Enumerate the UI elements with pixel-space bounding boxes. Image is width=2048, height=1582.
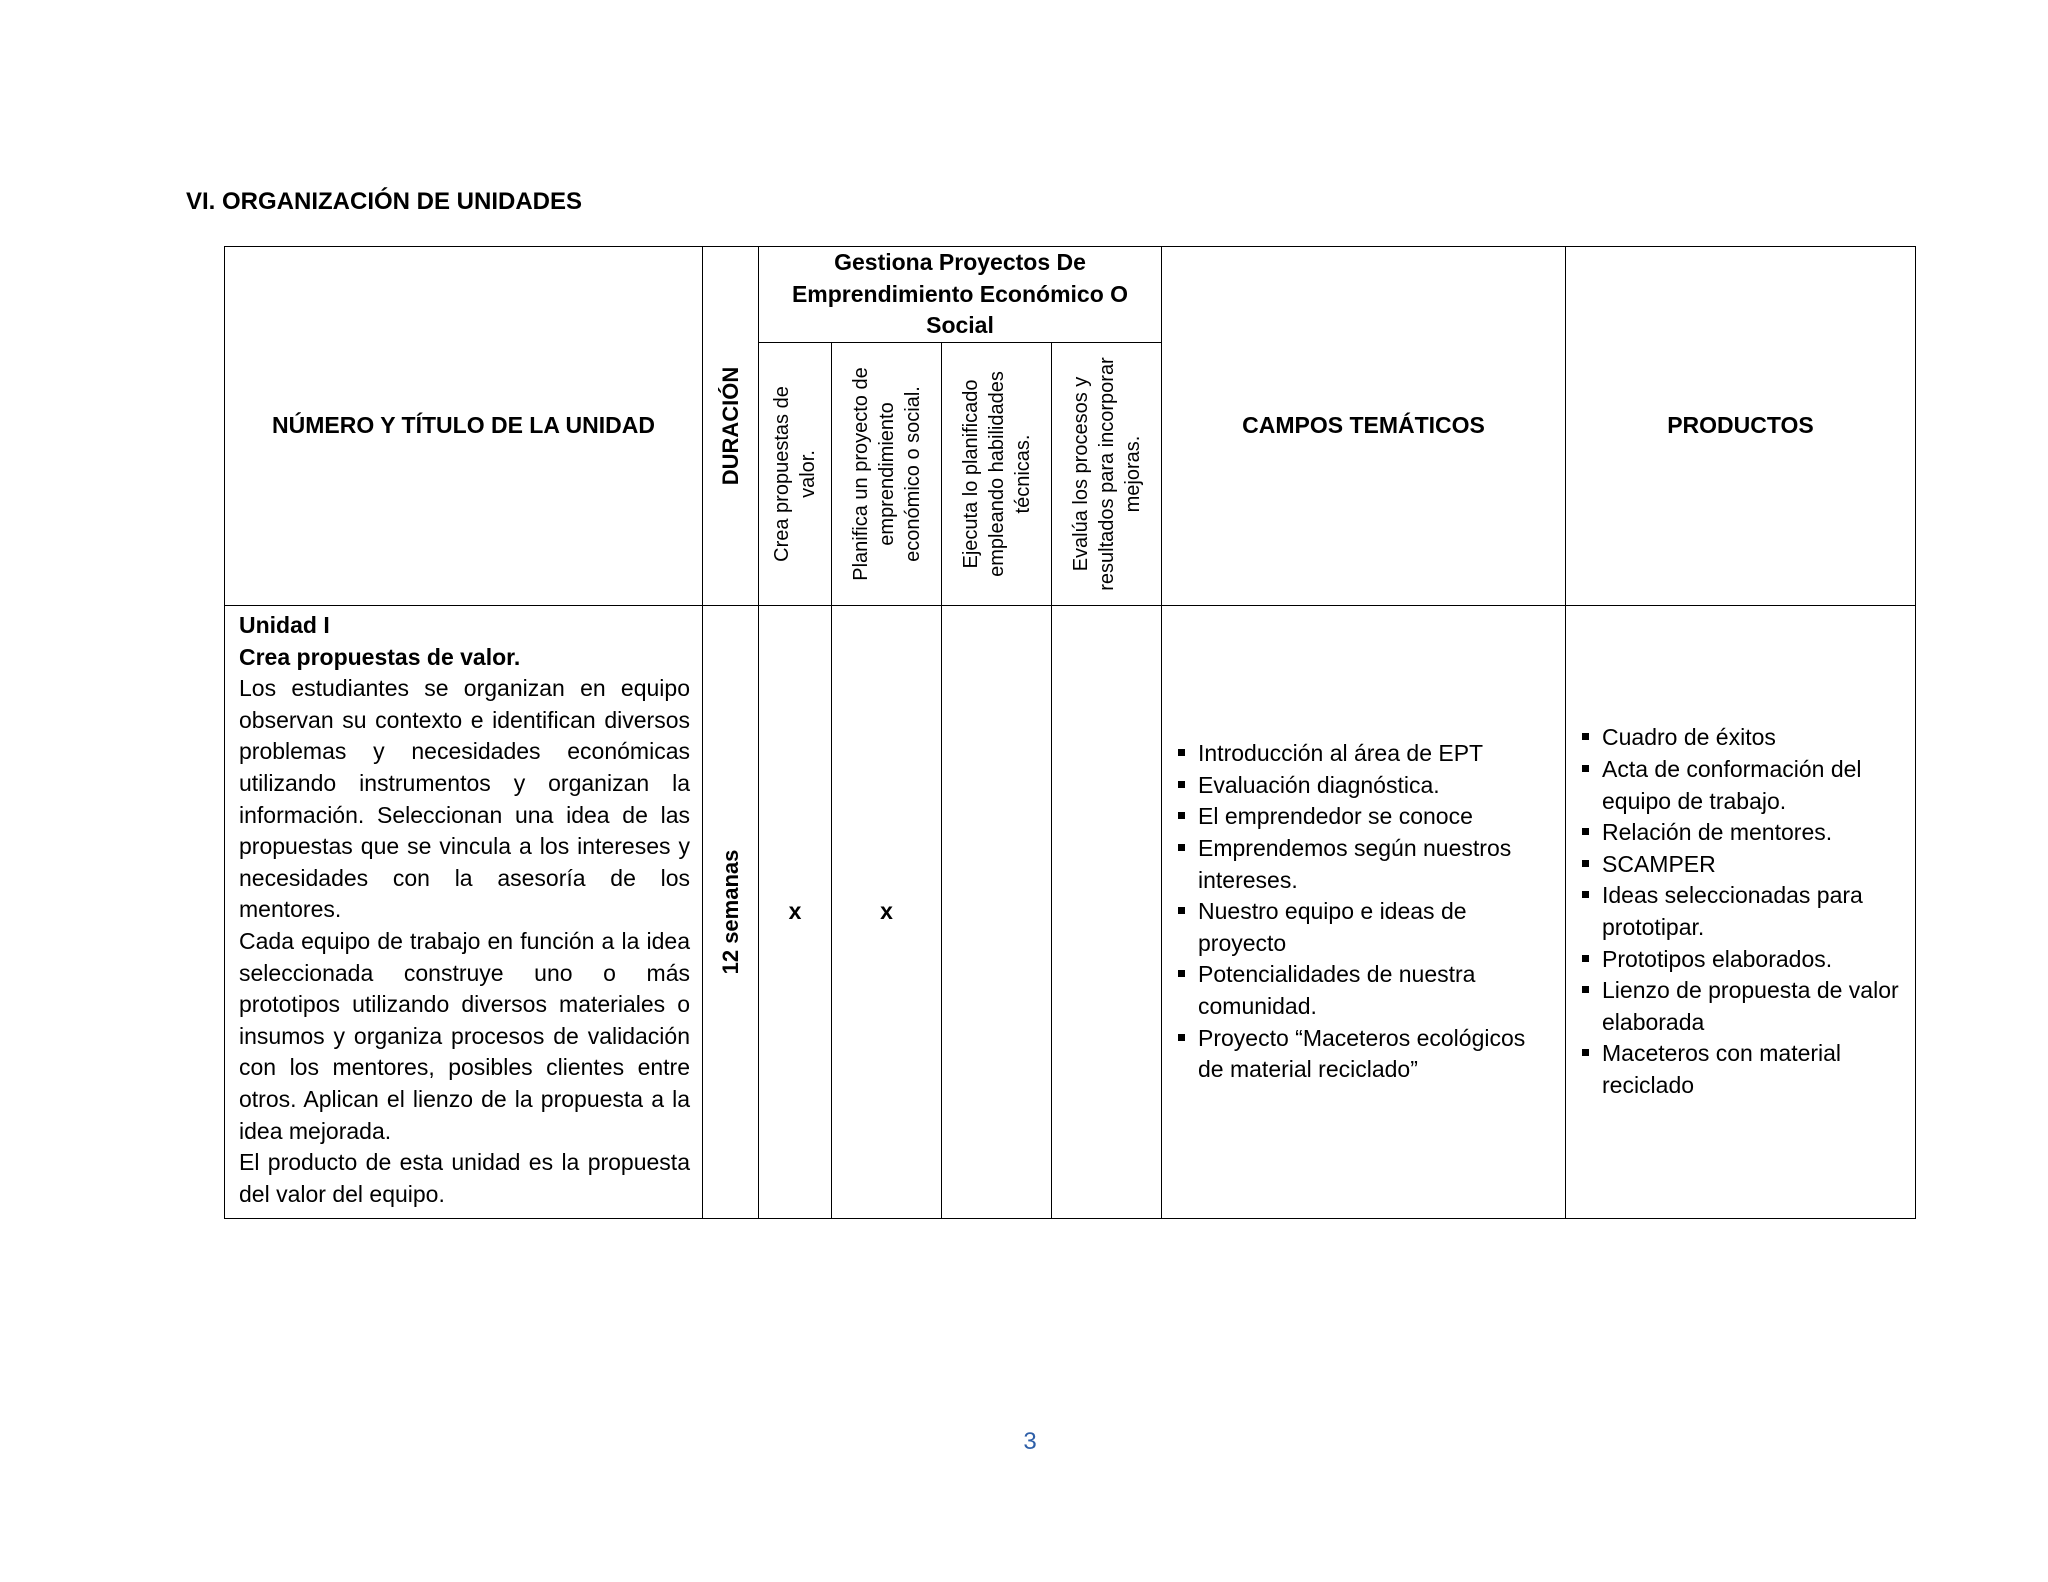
header-row-1 [225,247,1916,343]
duration-value: 12 semanas [717,849,743,975]
list-item: Evaluación diagnóstica. [1176,770,1555,802]
page-number: 3 [1023,1428,1037,1455]
header-duration-cell [703,247,759,606]
unit-label: Unidad I [239,612,330,638]
header-duration: DURACIÓN [717,366,743,486]
unit-description-cell [225,606,703,1219]
header-topics: CAMPOS TEMÁTICOS [1162,247,1566,606]
unit-paragraph: El producto de esta unidad es la propuesta del valor del equipo. [239,1149,690,1207]
list-item: Introducción al área de EPT [1176,738,1555,770]
capacity-mark-4 [1052,606,1162,1219]
products-cell [1566,606,1916,1219]
list-item: Relación de mentores. [1580,817,1905,849]
header-capacity-2: Planifica un proyecto de emprendimiento económico o social. [849,367,924,581]
list-item: Maceteros con material reciclado [1580,1038,1905,1101]
list-item: Nuestro equipo e ideas de proyecto [1176,896,1555,959]
unit-paragraph: Cada equipo de trabajo en función a la idea seleccionada construye uno o más prototipos utilizando diversos materiales o insumos y organiza procesos de validación con los mentores, posibles clientes entre otros. Aplican el lienzo de la propuesta a la idea mejorada. [239,927,690,1144]
list-item: Potencialidades de nuestra comunidad. [1176,959,1555,1022]
header-competence-group: Gestiona Proyectos De Emprendimiento Económico O Social [759,247,1162,343]
header-unit: NÚMERO Y TÍTULO DE LA UNIDAD [225,247,703,606]
header-capacity-1: Crea propuestas de valor. [771,386,819,562]
list-item: Acta de conformación del equipo de trabajo. [1580,754,1905,817]
header-capacity-cell [759,343,832,606]
list-item: Cuadro de éxitos [1580,722,1905,754]
duration-cell [703,606,759,1219]
units-table [224,246,1916,1219]
list-item: Proyecto “Maceteros ecológicos de material reciclado” [1176,1023,1555,1086]
products-list [1580,722,1905,1101]
list-item: Ideas seleccionadas para prototipar. [1580,880,1905,943]
section-title: VI. ORGANIZACIÓN DE UNIDADES [186,188,583,215]
unit-title: Crea propuestas de valor. [239,643,521,670]
list-item: SCAMPER [1580,849,1905,881]
unit-paragraph: Los estudiantes se organizan en equipo observan su contexto e identifican diversos problemas y necesidades económicas utilizando instrumentos y organizan la información. Seleccionan una idea de las propuestas que se vincula a los intereses y necesidades con la asesoría de los mentores. [239,675,690,923]
list-item: Prototipos elaborados. [1580,944,1905,976]
list-item: El emprendedor se conoce [1176,801,1555,833]
topics-list [1176,738,1555,1086]
capacity-mark-1: x [759,606,832,1219]
topics-cell [1162,606,1566,1219]
list-item: Emprendemos según nuestros intereses. [1176,833,1555,896]
header-capacity-4: Evalúa los procesos y resultados para incorporar mejoras. [1069,357,1144,591]
header-capacity-cell [942,343,1052,606]
list-item: Lienzo de propuesta de valor elaborada [1580,975,1905,1038]
capacity-mark-2: x [832,606,942,1219]
header-products: PRODUCTOS [1566,247,1916,606]
table-row [225,606,1916,1219]
header-capacity-cell [832,343,942,606]
header-capacity-3: Ejecuta lo planificado empleando habilidades técnicas. [959,371,1034,577]
capacity-mark-3 [942,606,1052,1219]
header-capacity-cell [1052,343,1162,606]
